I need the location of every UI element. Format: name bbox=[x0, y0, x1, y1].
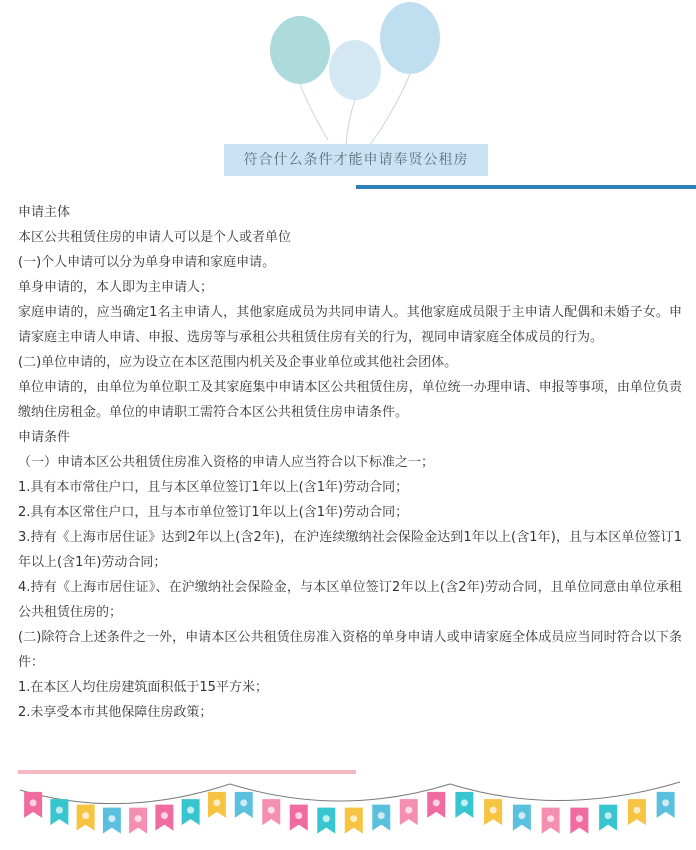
flag-motif bbox=[605, 812, 612, 819]
paragraph: (一)个人申请可以分为单身申请和家庭申请。 bbox=[18, 255, 276, 270]
paragraph: 单身申请的，本人即为主申请人； bbox=[18, 280, 214, 295]
paragraph: 单位申请的，由单位为单位职工及其家庭集中申请本区公共租赁住房，单位统一办理申请、申报等事项，由单位负责缴纳住房租金。单位的申请职工需符合本区公共租赁住房申请条件。 bbox=[18, 380, 682, 420]
article-body bbox=[18, 200, 682, 725]
flag-motif bbox=[323, 815, 330, 822]
flag-motif bbox=[268, 807, 275, 814]
bunting-string bbox=[230, 784, 450, 801]
flag-motif bbox=[135, 815, 142, 822]
paragraph: (二)单位申请的，应为设立在本区范围内机关及企事业单位或其他社会团体。 bbox=[18, 355, 458, 370]
list-item-text: 2.未享受本市其他保障住房政策； bbox=[18, 705, 213, 720]
flag-motif bbox=[350, 815, 357, 822]
flag-motif bbox=[240, 799, 247, 806]
balloon-string bbox=[346, 100, 355, 145]
bunting-banner bbox=[0, 778, 696, 846]
flag-motif bbox=[433, 799, 440, 806]
paragraph: （一）申请本区公共租赁住房准入资格的申请人应当符合以下标准之一； bbox=[18, 455, 435, 470]
flag-motif bbox=[82, 812, 89, 819]
bunting-flags bbox=[24, 792, 675, 834]
flag-motif bbox=[213, 799, 220, 806]
flag-motif bbox=[187, 807, 194, 814]
flag-motif bbox=[490, 807, 497, 814]
flag-motif bbox=[405, 807, 412, 814]
bunting-string bbox=[450, 782, 680, 801]
list-item: 2.具有本区常住户口，且与本市单位签订1年以上(含1年)劳动合同； bbox=[18, 505, 409, 520]
flag-motif bbox=[576, 815, 583, 822]
paragraph: (二)除符合上述条件之一外，申请本区公共租赁住房准入资格的单身申请人或申请家庭全体成员应当同时符合以下条件： bbox=[18, 630, 682, 670]
balloon-right bbox=[380, 2, 440, 74]
flag-motif bbox=[161, 812, 168, 819]
flag-motif bbox=[30, 799, 37, 806]
list-item: 3.持有《上海市居住证》达到2年以上(含2年)，在沪连续缴纳社会保险金达到1年以上(含1年)，且与本区单位签订1年以上(含1年)劳动合同； bbox=[18, 530, 682, 570]
paragraph: 家庭申请的，应当确定1名主申请人，其他家庭成员为共同申请人。其他家庭成员限于主申请人配偶和未婚子女。申请家庭主申请人申请、申报、选房等与承租公共租赁住房有关的行为，视同申请家庭全体成员的行为。 bbox=[18, 305, 682, 345]
flag-motif bbox=[295, 812, 302, 819]
flag-motif bbox=[56, 807, 63, 814]
balloon-left bbox=[270, 16, 330, 84]
title-divider bbox=[356, 185, 696, 189]
balloon-string bbox=[300, 84, 328, 140]
flag-motif bbox=[461, 799, 468, 806]
section-heading-subject: 申请主体 bbox=[18, 205, 71, 220]
flag-motif bbox=[518, 812, 525, 819]
page-title: 符合什么条件才能申请奉贤公租房 bbox=[224, 144, 488, 176]
flag-motif bbox=[633, 807, 640, 814]
section-heading-conditions: 申请条件 bbox=[18, 430, 71, 445]
list-item: 4.持有《上海市居住证》、在沪缴纳社会保险金，与本区单位签订2年以上(含2年)劳动合同，且单位同意由单位承租公共租赁住房的； bbox=[18, 580, 682, 620]
balloon-middle bbox=[329, 40, 381, 100]
flag-motif bbox=[108, 815, 115, 822]
paragraph: 本区公共租赁住房的申请人可以是个人或者单位 bbox=[18, 230, 292, 245]
list-item: 1.在本区人均住房建筑面积低于15平方米； bbox=[18, 680, 268, 695]
flag-motif bbox=[662, 799, 669, 806]
flag-motif bbox=[547, 815, 554, 822]
flag-motif bbox=[378, 812, 385, 819]
list-item: 1.具有本市常住户口，且与本区单位签订1年以上(含1年)劳动合同； bbox=[18, 480, 409, 495]
footer-divider bbox=[18, 770, 356, 774]
balloons-illustration bbox=[250, 0, 450, 150]
list-item bbox=[18, 700, 682, 725]
